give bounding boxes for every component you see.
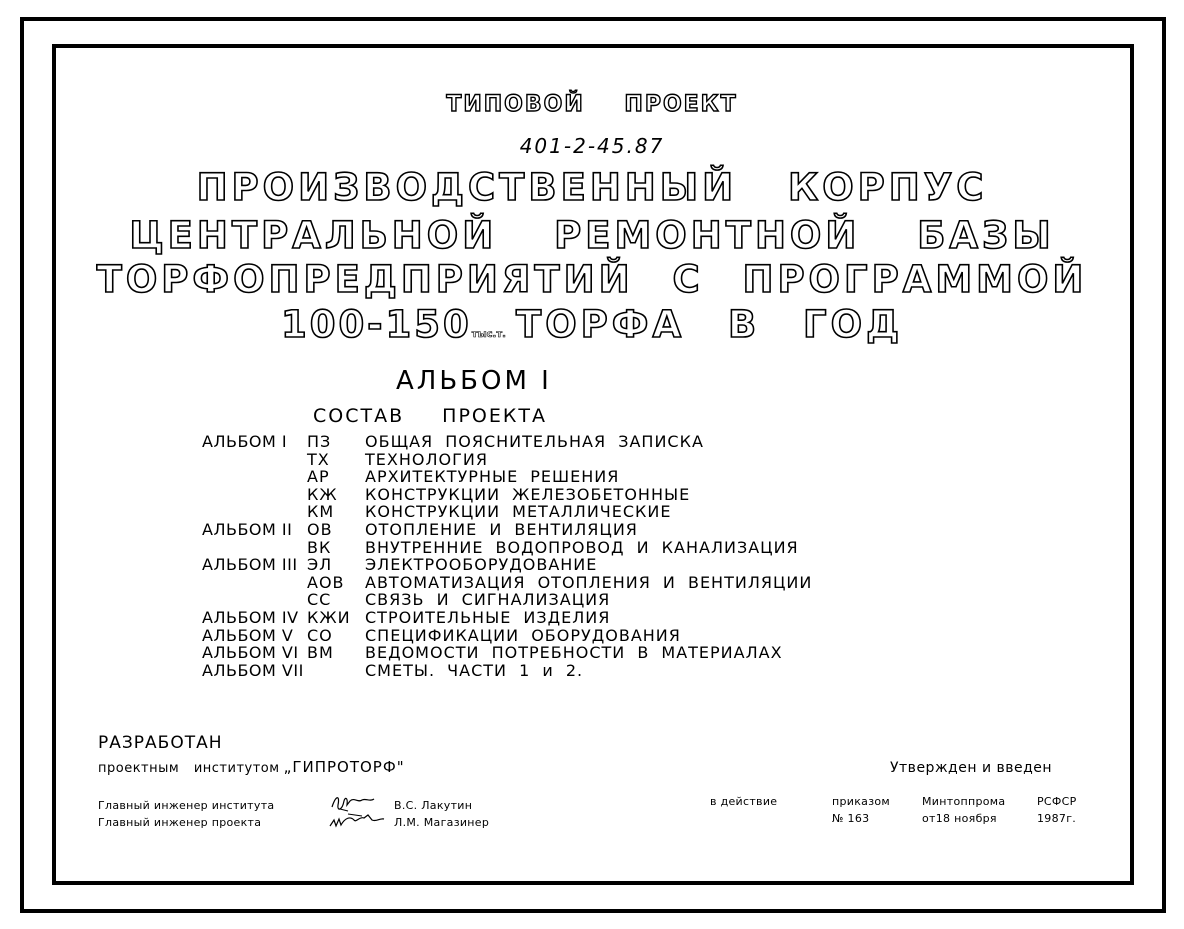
composition-code: КЖ (307, 484, 338, 504)
composition-album: АЛЬБОМ V (202, 625, 294, 645)
composition-row (0, 521, 1184, 539)
composition-title: КОНСТРУКЦИИ МЕТАЛЛИЧЕСКИЕ (365, 502, 672, 522)
composition-row (0, 433, 1184, 451)
project-type-heading: ТИПОВОЙ ПРОЕКТ (446, 92, 738, 117)
composition-title: ЭЛЕКТРООБОРУДОВАНИЕ (365, 555, 598, 575)
composition-row (0, 539, 1184, 557)
composition-title: ТЕХНОЛОГИЯ (365, 449, 488, 469)
signature-name: В.С. Лакутин (394, 798, 473, 812)
composition-album: АЛЬБОМ IV (202, 607, 299, 627)
composition-row (0, 451, 1184, 469)
composition-album: АЛЬБОМ I (202, 432, 288, 451)
title-production-unit: тыс.т. (471, 329, 506, 340)
composition-row (0, 556, 1184, 574)
composition-title: АВТОМАТИЗАЦИЯ ОТОПЛЕНИЯ И ВЕНТИЛЯЦИИ (365, 572, 813, 592)
composition-album: АЛЬБОМ VI (202, 643, 299, 663)
composition-code: АР (307, 467, 330, 487)
order-col-4 (1037, 793, 1077, 827)
composition-heading: СОСТАВ ПРОЕКТА (313, 405, 547, 427)
composition-code: ПЗ (307, 432, 332, 451)
composition-title: СМЕТЫ. ЧАСТИ 1 и 2. (365, 660, 584, 680)
order-republic: РСФСР (1037, 795, 1077, 808)
institute-name: „ГИПРОТОРФ" (283, 758, 405, 776)
composition-code: КЖИ (307, 607, 351, 627)
composition-title: СПЕЦИФИКАЦИИ ОБОРУДОВАНИЯ (365, 625, 681, 645)
composition-row (0, 468, 1184, 486)
signature-row (98, 810, 489, 835)
composition-row (0, 591, 1184, 609)
composition-row (0, 662, 1184, 680)
institute-line (98, 758, 405, 776)
composition-row (0, 644, 1184, 662)
composition-album: АЛЬБОМ III (202, 555, 298, 575)
signature-role: Главный инженер института (98, 798, 275, 812)
handwritten-signature (328, 810, 394, 835)
title-production-volume: 100-150 (280, 303, 472, 346)
composition-title: СВЯЗЬ И СИГНАЛИЗАЦИЯ (365, 590, 611, 610)
composition-title: ОБЩАЯ ПОЯСНИТЕЛЬНАЯ ЗАПИСКА (365, 432, 704, 451)
title-line-4-rest: ТОРФА В ГОД (515, 303, 904, 346)
approval-label: Утвержден и введен (890, 760, 1053, 776)
title-line-1: ПРОИЗВОДСТВЕННЫЙ КОРПУС (196, 166, 988, 209)
composition-album: АЛЬБОМ II (202, 519, 293, 539)
composition-album: АЛЬБОМ VII (202, 660, 304, 680)
signature-name: Л.М. Магазинер (394, 815, 490, 829)
composition-row (0, 503, 1184, 521)
order-by-order: приказом (832, 795, 890, 808)
order-date: от18 ноября (922, 812, 997, 825)
title-line-3: ТОРФОПРЕДПРИЯТИЙ С ПРОГРАММОЙ (96, 258, 1088, 301)
composition-list (0, 433, 1184, 679)
order-in-effect: в действие (710, 795, 778, 808)
composition-code: АОВ (307, 572, 345, 592)
composition-row (0, 609, 1184, 627)
composition-code: ВМ (307, 643, 334, 663)
order-ministry: Минтоппрома (922, 795, 1006, 808)
composition-row (0, 486, 1184, 504)
title-line-4 (0, 303, 1184, 357)
composition-title: АРХИТЕКТУРНЫЕ РЕШЕНИЯ (365, 467, 620, 487)
composition-title: ОТОПЛЕНИЕ И ВЕНТИЛЯЦИЯ (365, 519, 638, 539)
order-col-1 (710, 793, 777, 810)
album-heading: АЛЬБОМ I (396, 366, 552, 396)
composition-code: ОВ (307, 519, 333, 539)
composition-code: СС (307, 590, 332, 610)
composition-code: СО (307, 625, 333, 645)
title-line-2: ЦЕНТРАЛЬНОЙ РЕМОНТНОЙ БАЗЫ (129, 214, 1055, 257)
composition-code: КМ (307, 502, 335, 522)
composition-code: ВК (307, 537, 332, 557)
order-col-3 (922, 793, 1005, 827)
composition-title: СТРОИТЕЛЬНЫЕ ИЗДЕЛИЯ (365, 607, 611, 627)
composition-title: ВНУТРЕННИЕ ВОДОПРОВОД И КАНАЛИЗАЦИЯ (365, 537, 799, 557)
order-number: № 163 (832, 812, 870, 825)
order-year: 1987г. (1037, 812, 1077, 825)
composition-title: КОНСТРУКЦИИ ЖЕЛЕЗОБЕТОННЫЕ (365, 484, 691, 504)
signature-role: Главный инженер проекта (98, 815, 262, 829)
project-number: 401-2-45.87 (519, 134, 665, 158)
composition-row (0, 627, 1184, 645)
order-col-2 (832, 793, 890, 827)
institute-prefix: проектным институтом (98, 761, 280, 776)
composition-title: ВЕДОМОСТИ ПОТРЕБНОСТИ В МАТЕРИАЛАХ (365, 643, 783, 663)
composition-row (0, 574, 1184, 592)
composition-code: ТХ (307, 449, 330, 469)
composition-code: ЭЛ (307, 555, 333, 575)
developed-by-label: РАЗРАБОТАН (98, 733, 223, 753)
